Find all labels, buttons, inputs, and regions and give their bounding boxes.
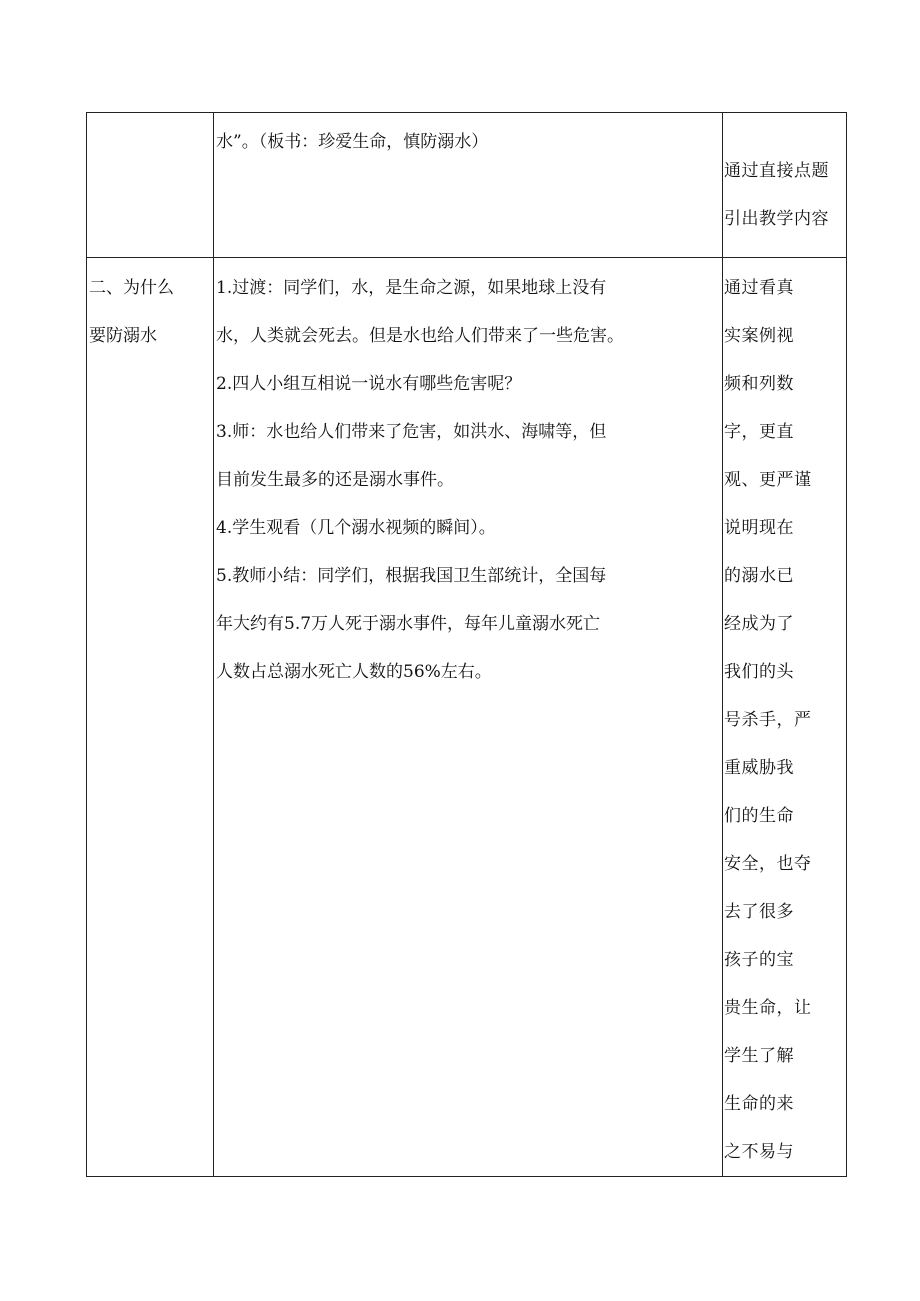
intent-line: 通过看真 [724,278,794,298]
content-line: 水”。（板书：珍爱生命，慎防溺水） [216,132,489,152]
content-text [214,258,722,696]
stage-text [87,113,213,119]
intent-line: 生命的来 [724,1094,794,1114]
intent-line: 孩子的宝 [724,950,794,970]
intent-line: 们的生命 [724,806,794,826]
intent-line: 学生了解 [724,1046,794,1066]
stage-line: 二、为什么 [89,278,174,298]
intent-line: 实案例视 [724,326,794,346]
intent-line: 安全，也夺 [724,854,812,874]
intent-cell [723,258,847,1177]
content-line: 人数占总溺水死亡人数的56%左右。 [216,662,492,682]
intent-text [723,113,846,243]
intent-line: 说明现在 [724,518,794,538]
table-row [87,258,847,1177]
lesson-plan-table [86,112,847,1177]
intent-line: 观、更严谨 [724,470,812,490]
content-line: 1.过渡：同学们，水，是生命之源，如果地球上没有 [216,278,607,298]
stage-line: 要防溺水 [89,326,157,346]
intent-text [723,258,846,1176]
intent-line: 频和列数 [724,374,794,394]
content-line: 2.四人小组互相说一说水有哪些危害呢？ [216,374,522,394]
intent-line: 字，更直 [724,422,794,442]
content-line: 4.学生观看（几个溺水视频的瞬间）。 [216,518,496,538]
intent-line: 经成为了 [724,614,794,634]
content-text [214,113,722,164]
table-row [87,113,847,258]
intent-line: 我们的头 [724,662,794,682]
intent-line: 引出教学内容 [724,209,829,229]
content-cell [214,113,723,258]
stage-cell [87,113,214,258]
intent-line: 贵生命，让 [724,998,812,1018]
content-line: 5.教师小结：同学们，根据我国卫生部统计，全国每 [216,566,607,586]
stage-text [87,258,213,360]
content-line: 3.师：水也给人们带来了危害，如洪水、海啸等，但 [216,422,607,442]
intent-line: 重威胁我 [724,758,794,778]
content-cell [214,258,723,1177]
intent-line: 去了很多 [724,902,794,922]
intent-line: 之不易与 [724,1142,794,1162]
content-line: 目前发生最多的还是溺水事件。 [216,470,454,490]
content-line: 年大约有5.7万人死于溺水事件，每年儿童溺水死亡 [216,614,601,634]
intent-line: 号杀手，严 [724,710,812,730]
content-line: 水，人类就会死去。但是水也给人们带来了一些危害。 [216,326,624,346]
intent-cell [723,113,847,258]
stage-cell [87,258,214,1177]
intent-line: 通过直接点题 [724,161,829,181]
intent-line: 的溺水已 [724,566,794,586]
